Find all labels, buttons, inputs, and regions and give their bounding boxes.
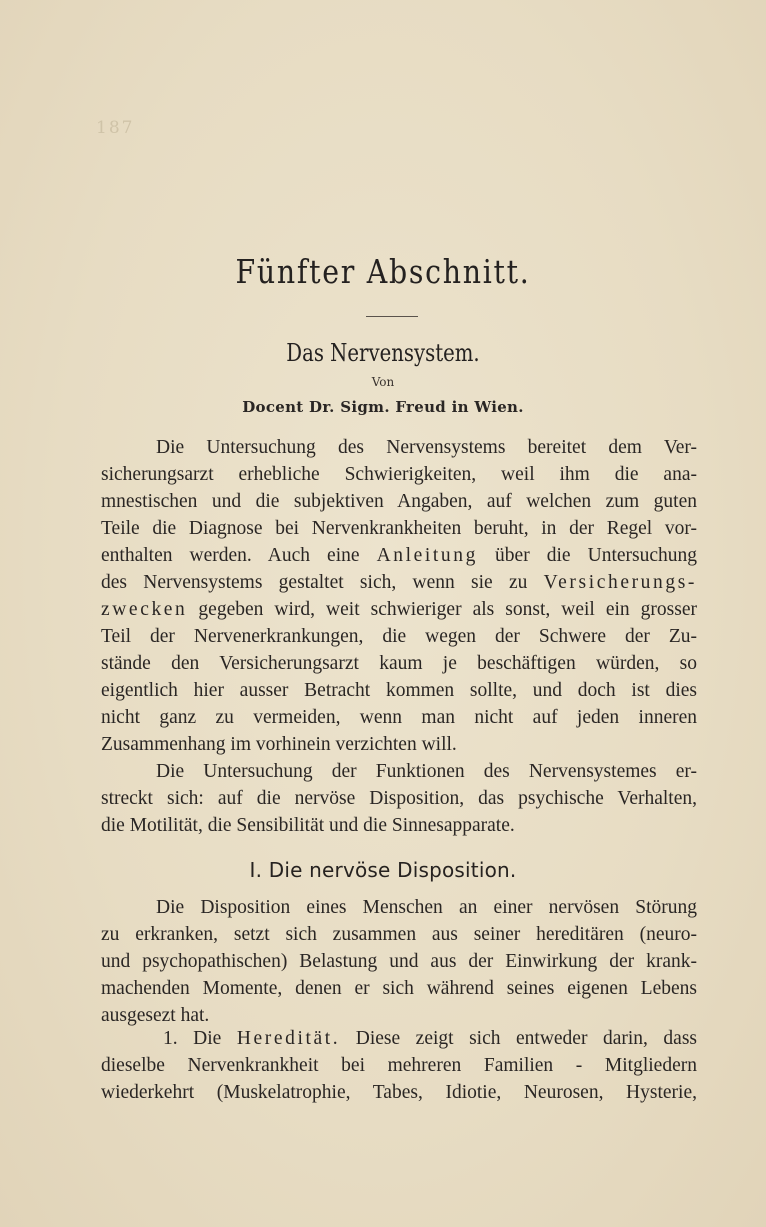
text-line: Die Untersuchung der Funktionen des Nervensystemes er- <box>156 761 697 782</box>
text-line: und psychopathischen) Belastung und aus der Einwirkung der krank- <box>101 951 697 972</box>
text-line: Die Disposition eines Menschen an einer nervösen Störung <box>156 897 697 918</box>
title-divider <box>366 316 418 317</box>
text-fragment: über die Untersuchung <box>495 545 698 566</box>
text-line <box>101 542 697 569</box>
paragraph-heredity <box>101 1025 697 1106</box>
text-fragment: gegeben wird, weit schwieriger als sonst, weil ein grosser <box>198 599 697 620</box>
byline-author: Docent Dr. Sigm. Freud in Wien. <box>242 398 524 416</box>
text-line: dieselbe Nervenkrankheit bei mehreren Familien - Mitgliedern <box>101 1055 697 1076</box>
spaced-emphasis: Anleitung <box>376 545 478 566</box>
text-line: mnestischen und die subjektiven Angaben, auf welchen zum guten <box>101 491 697 512</box>
text-line: Die Untersuchung des Nervensystems bereitet dem Ver- <box>156 437 697 458</box>
section-title: Fünfter Abschnitt. <box>235 252 531 291</box>
spaced-emphasis: Versicherungs- <box>543 572 698 593</box>
text-line: Teil der Nervenerkrankungen, die wegen der Schwere der Zu- <box>101 626 697 647</box>
text-line: zu erkranken, setzt sich zusammen aus seiner hereditären (neuro- <box>101 924 697 945</box>
text-line: Teile die Diagnose bei Nervenkrankheiten beruht, in der Regel vor- <box>101 518 697 539</box>
byline-von: Von <box>371 375 395 389</box>
paragraph-functions <box>101 758 697 839</box>
text-line: die Motilität, die Sensibilität und die Sinnesapparate. <box>101 815 515 836</box>
text-fragment: des Nervensystems gestaltet sich, wenn sie zu <box>101 572 528 593</box>
spaced-emphasis: zwecken <box>101 599 188 620</box>
text-fragment: 1. Die <box>163 1028 222 1049</box>
text-line: sicherungsarzt erhebliche Schwierigkeiten, weil ihm die ana- <box>101 464 697 485</box>
spaced-emphasis: Heredität. <box>236 1028 341 1049</box>
subheading: I. Die nervöse Disposition. <box>249 858 517 882</box>
text-line: machenden Momente, denen er sich während seines eigenen Lebens <box>101 978 697 999</box>
text-line <box>101 596 697 623</box>
text-line: stände den Versicherungsarzt kaum je beschäftigen würden, so <box>101 653 697 674</box>
text-line <box>101 1025 697 1052</box>
text-line <box>101 569 697 596</box>
text-line: ausgesezt hat. <box>101 1005 210 1026</box>
text-line: streckt sich: auf die nervöse Disposition, das psychische Verhalten, <box>101 788 697 809</box>
paragraph-intro <box>101 434 697 758</box>
text-line: eigentlich hier ausser Betracht kommen sollte, und doch ist dies <box>101 680 697 701</box>
chapter-title: Das Nervensystem. <box>286 339 480 367</box>
text-line: wiederkehrt (Muskelatrophie, Tabes, Idiotie, Neurosen, Hysterie, <box>101 1082 697 1103</box>
text-fragment: Diese zeigt sich entweder darin, dass <box>355 1028 697 1049</box>
page-number-mark: 187 <box>96 118 135 138</box>
text-fragment: enthalten werden. Auch eine <box>101 545 360 566</box>
paragraph-disposition <box>101 894 697 1029</box>
text-line: nicht ganz zu vermeiden, wenn man nicht auf jeden inneren <box>101 707 697 728</box>
text-line: Zusammenhang im vorhinein verzichten will. <box>101 734 457 755</box>
